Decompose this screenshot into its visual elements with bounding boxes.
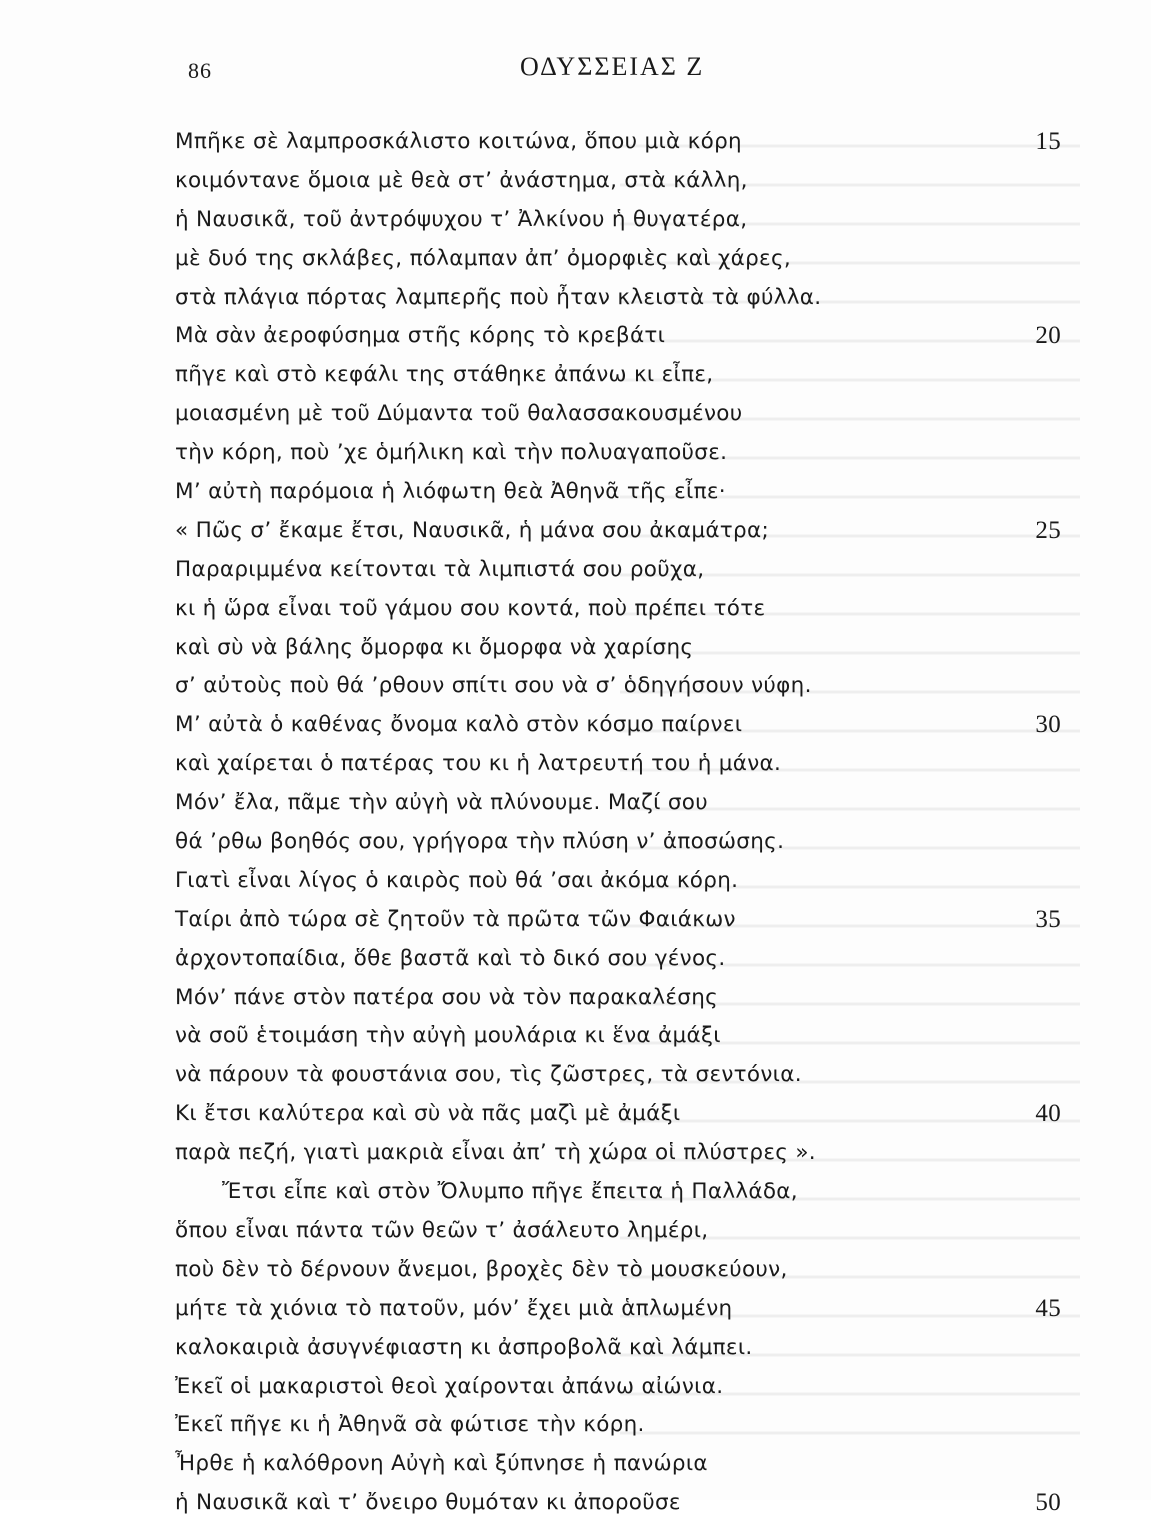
- verse-line: [0, 1251, 1151, 1290]
- verse-text: Μόν’ ἔλα, πᾶμε τὴν αὐγὴ νὰ πλύνουμε. Μαζί σου: [175, 790, 708, 816]
- verse-line: [0, 240, 1151, 279]
- verse-text: ὅπου εἶναι πάντα τῶν θεῶν τ’ ἀσάλευτο λημέρι,: [175, 1217, 709, 1243]
- verse-line: [0, 1212, 1151, 1251]
- verse-text: Μὰ σὰν ἀεροφύσημα στῆς κόρης τὸ κρεβάτι: [175, 323, 666, 349]
- verse-text: Μόν’ πάνε στὸν πατέρα σου νὰ τὸν παρακαλέσης: [175, 984, 719, 1010]
- verse-line: [0, 1484, 1151, 1523]
- verse-text: καὶ χαίρεται ὁ πατέρας του κι ἡ λατρευτή του ἡ μάνα.: [175, 751, 782, 777]
- verse-line: [0, 745, 1151, 784]
- verse-text: μοιασμένη μὲ τοῦ Δύμαντα τοῦ θαλασσακουσμένου: [175, 401, 743, 427]
- verse-line: [0, 1095, 1151, 1134]
- verse-text: Ἐκεῖ οἱ μακαριστοὶ θεοὶ χαίρονται ἀπάνω αἰώνια.: [175, 1373, 724, 1399]
- line-number: 30: [1035, 711, 1061, 739]
- verse-line: [0, 123, 1151, 162]
- verse-text: τὴν κόρη, ποὺ ’χε ὁμήλικη καὶ τὴν πολυαγαποῦσε.: [175, 440, 728, 466]
- verse-text: μὲ δυό της σκλάβες, πόλαμπαν ἀπ’ ὀμορφιὲς καὶ χάρες,: [175, 245, 792, 271]
- verse-text: καὶ σὺ νὰ βάλης ὄμορφα κι ὄμορφα νὰ χαρίσης: [175, 634, 694, 660]
- verse-text: νὰ πάρουν τὰ φουστάνια σου, τὶς ζῶστρες, τὰ σεντόνια.: [175, 1062, 802, 1088]
- verse-text: ἡ Ναυσικᾶ καὶ τ’ ὄνειρο θυμόταν κι ἀποροῦσε: [175, 1490, 681, 1516]
- page-number: 86: [188, 58, 212, 83]
- verse-text: Γιατὶ εἶναι λίγος ὁ καιρὸς ποὺ θά ’σαι ἀκόμα κόρη.: [175, 867, 739, 893]
- line-number: 45: [1035, 1294, 1061, 1322]
- verse-line: [0, 1290, 1151, 1329]
- verse-line: [0, 317, 1151, 356]
- line-number: 20: [1035, 322, 1061, 350]
- verse-text: Ἔτσι εἶπε καὶ στὸν Ὄλυμπο πῆγε ἔπειτα ἡ Παλλάδα,: [222, 1179, 798, 1205]
- verse-text: ἀρχοντοπαίδια, ὅθε βαστᾶ καὶ τὸ δικό σου γένος.: [175, 945, 726, 971]
- line-number: 15: [1035, 128, 1061, 155]
- verse-text: « Πῶς σ’ ἔκαμε ἔτσι, Ναυσικᾶ, ἡ μάνα σου ἀκαμάτρα;: [175, 517, 770, 543]
- verse-text: Κι ἔτσι καλύτερα καὶ σὺ νὰ πᾶς μαζὶ μὲ ἀμάξι: [175, 1101, 681, 1127]
- verse-text: μήτε τὰ χιόνια τὸ πατοῦν, μόν’ ἔχει μιὰ ἁπλωμένη: [175, 1295, 733, 1321]
- verse-text: νὰ σοῦ ἑτοιμάση τὴν αὐγὴ μουλάρια κι ἕνα ἀμάξι: [175, 1023, 721, 1049]
- verse-line: [0, 434, 1151, 473]
- verse-line: [0, 940, 1151, 979]
- verse-line: [0, 1056, 1151, 1095]
- verse-line: [0, 862, 1151, 901]
- verse-line: [0, 473, 1151, 512]
- verse-line: [0, 395, 1151, 434]
- verse-text: Μπῆκε σὲ λαμπροσκάλιστο κοιτώνα, ὅπου μιὰ κόρη: [175, 129, 742, 154]
- verse-line: [0, 1134, 1151, 1173]
- line-number: 35: [1035, 905, 1061, 933]
- page-header: [0, 52, 1151, 86]
- verse-line: [0, 1406, 1151, 1445]
- verse-text: Μ’ αὐτὰ ὁ καθένας ὄνομα καλὸ στὸν κόσμο παίρνει: [175, 712, 743, 738]
- verse-text: Παραριμμένα κείτονται τὰ λιμπιστά σου ροῦχα,: [175, 556, 705, 582]
- verse-text: ποὺ δὲν τὸ δέρνουν ἄνεμοι, βροχὲς δὲν τὸ μουσκεύουν,: [175, 1256, 788, 1282]
- verse-block: [0, 123, 1151, 1523]
- verse-line: [0, 1329, 1151, 1368]
- verse-text: καλοκαιριὰ ἀσυγνέφιαστη κι ἀσπροβολᾶ καὶ λάμπει.: [175, 1334, 753, 1360]
- verse-line: [0, 901, 1151, 940]
- verse-line: [0, 1445, 1151, 1484]
- verse-text: κι ἡ ὥρα εἶναι τοῦ γάμου σου κοντά, ποὺ πρέπει τότε: [175, 595, 766, 621]
- verse-line: [0, 201, 1151, 240]
- verse-line: [0, 512, 1151, 551]
- verse-text: ἡ Ναυσικᾶ, τοῦ ἀντρόψυχου τ’ Ἀλκίνου ἡ θυγατέρα,: [175, 206, 748, 232]
- verse-text: Ταίρι ἀπὸ τώρα σὲ ζητοῦν τὰ πρῶτα τῶν Φαιάκων: [175, 906, 736, 932]
- verse-line: [0, 784, 1151, 823]
- verse-text: Ἐκεῖ πῆγε κι ἡ Ἀθηνᾶ σὰ φώτισε τὴν κόρη.: [175, 1412, 645, 1438]
- verse-text: σ’ αὐτοὺς ποὺ θά ’ρθουν σπίτι σου νὰ σ’ ὁδηγήσουν νύφη.: [175, 673, 812, 699]
- verse-line: [0, 356, 1151, 395]
- verse-text: κοιμόντανε ὅμοια μὲ θεὰ στ’ ἀνάστημα, στὰ κάλλη,: [175, 167, 748, 193]
- verse-line: [0, 279, 1151, 318]
- verse-text: Μ’ αὐτὴ παρόμοια ἡ λιόφωτη θεὰ Ἀθηνᾶ τῆς εἶπε·: [175, 479, 726, 505]
- verse-line: [0, 667, 1151, 706]
- verse-text: Ἦρθε ἡ καλόθρονη Αὐγὴ καὶ ξύπνησε ἡ πανώρια: [175, 1451, 708, 1477]
- line-number: 50: [1035, 1489, 1061, 1517]
- verse-text: πῆγε καὶ στὸ κεφάλι της στάθηκε ἀπάνω κι εἶπε,: [175, 362, 714, 388]
- verse-line: [0, 629, 1151, 668]
- verse-line: [0, 979, 1151, 1018]
- verse-line: [0, 1173, 1151, 1212]
- verse-text: στὰ πλάγια πόρτας λαμπερῆς ποὺ ἦταν κλειστὰ τὰ φύλλα.: [175, 284, 822, 310]
- verse-line: [0, 823, 1151, 862]
- verse-line: [0, 1368, 1151, 1407]
- verse-text: θά ’ρθω βοηθός σου, γρήγορα τὴν πλύση ν’ ἀποσώσης.: [175, 829, 785, 855]
- verse-line: [0, 1017, 1151, 1056]
- verse-line: [0, 162, 1151, 201]
- verse-line: [0, 706, 1151, 745]
- verse-line: [0, 551, 1151, 590]
- running-title: ΟΔΥΣΣΕΙΑΣ Ζ: [520, 52, 705, 81]
- line-number: 40: [1035, 1100, 1061, 1128]
- line-number: 25: [1035, 516, 1061, 544]
- verse-line: [0, 590, 1151, 629]
- verse-text: παρὰ πεζή, γιατὶ μακριὰ εἶναι ἀπ’ τὴ χώρα οἱ πλύστρες ».: [175, 1140, 816, 1166]
